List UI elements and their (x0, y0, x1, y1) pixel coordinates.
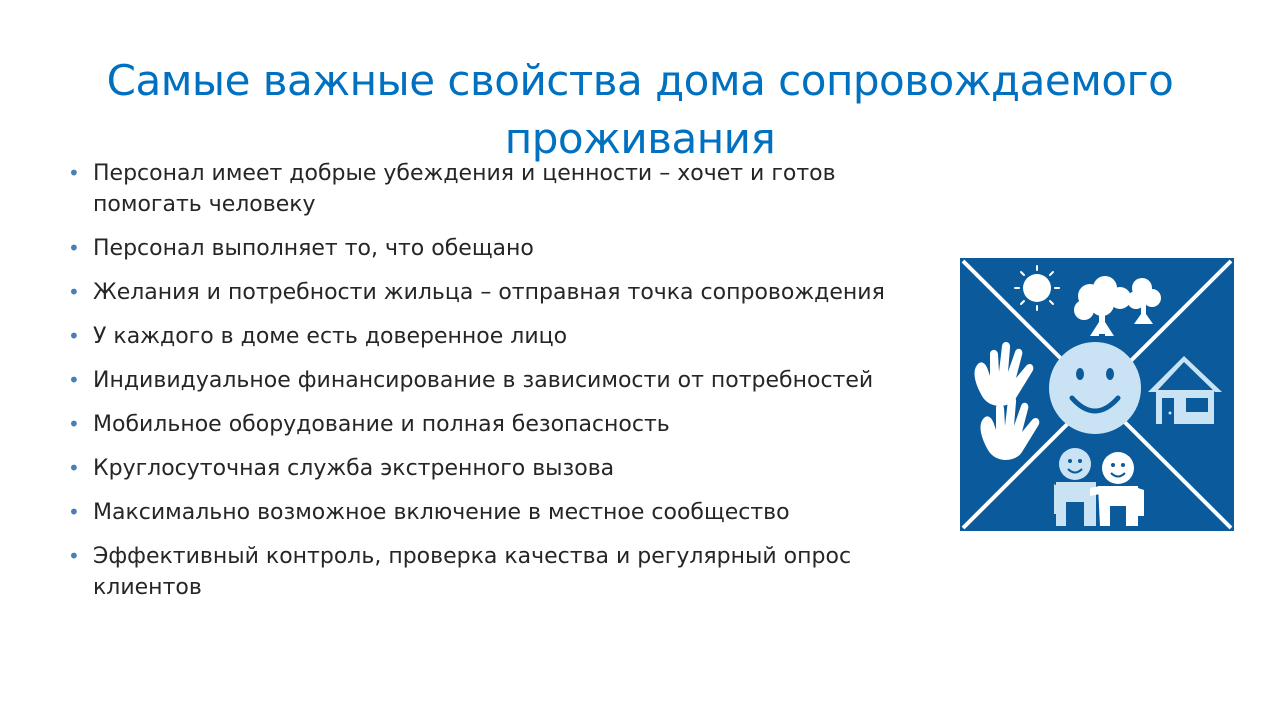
bullet-text: Персонал выполняет то, что обещано (93, 236, 534, 261)
bullet-item (68, 497, 948, 528)
bullet-dot-icon: • (68, 500, 80, 524)
bullet-text: У каждого в доме есть доверенное лицо (93, 324, 568, 349)
bullet-dot-icon: • (68, 280, 80, 304)
bullet-item (68, 409, 948, 440)
bullet-dot-icon: • (68, 412, 80, 436)
bullet-item (68, 365, 948, 396)
slide-title: Самые важные свойства дома сопровождаемого проживания (106, 56, 1174, 163)
bullet-item (68, 453, 948, 484)
bullet-text: Эффективный контроль, проверка качества и регулярный опрос клиентов (93, 544, 852, 600)
bullet-item (68, 321, 948, 352)
bullet-item (68, 277, 948, 308)
bullet-text: Круглосуточная служба экстренного вызова (93, 456, 615, 481)
bullet-text: Максимально возможное включение в местное сообщество (93, 500, 790, 525)
bullet-text: Мобильное оборудование и полная безопасность (93, 412, 670, 437)
bullet-text: Желания и потребности жильца – отправная точка сопровождения (93, 280, 885, 305)
bullet-dot-icon: • (68, 456, 80, 480)
bullet-dot-icon: • (68, 368, 80, 392)
bullet-text: Индивидуальное финансирование в зависимости от потребностей (93, 368, 874, 393)
bullet-dot-icon: • (68, 236, 80, 260)
bullet-dot-icon: • (68, 324, 80, 348)
bullet-list (68, 158, 948, 616)
bullet-dot-icon: • (68, 161, 80, 185)
bullet-item (68, 541, 948, 603)
smiley-face-icon (1049, 342, 1141, 434)
bullet-text: Персонал имеет добрые убеждения и ценности – хочет и готов помогать человеку (93, 161, 836, 217)
bullet-item (68, 233, 948, 264)
bullet-item (68, 158, 948, 220)
supported-living-pictogram (960, 258, 1234, 531)
bullet-dot-icon: • (68, 544, 80, 568)
